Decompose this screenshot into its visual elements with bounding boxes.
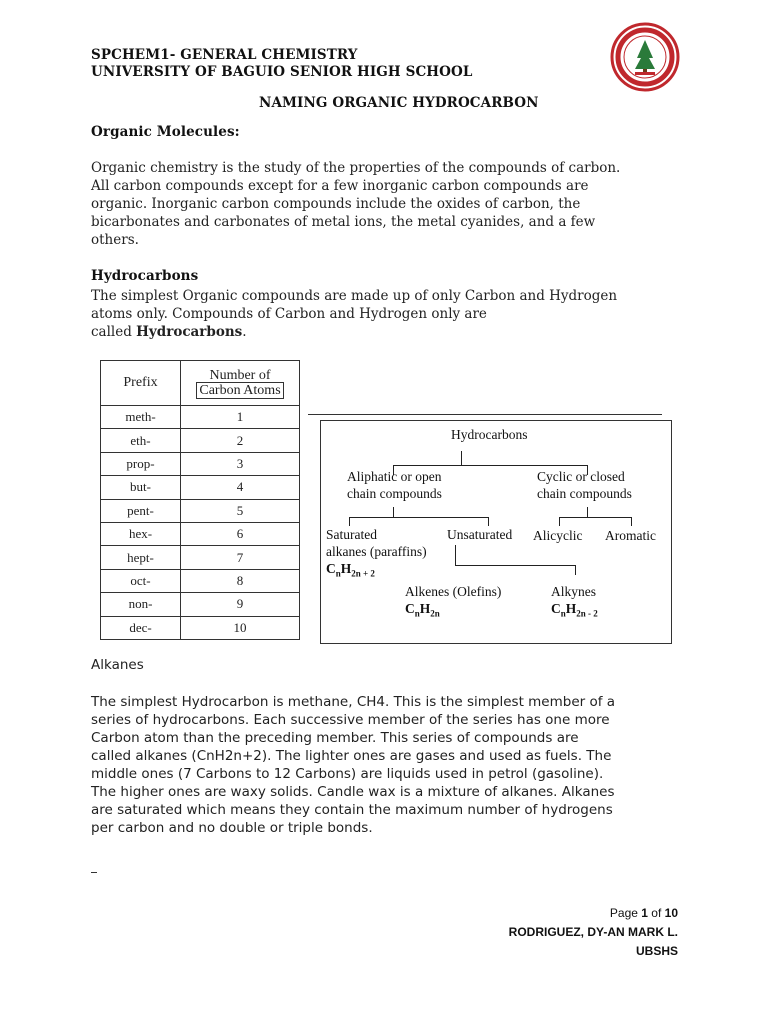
paragraph-line: atoms only. Compounds of Carbon and Hydrogen only are — [91, 306, 487, 322]
paragraph-line: Organic chemistry is the study of the properties of the compounds of carbon. — [91, 160, 621, 176]
connector-line — [349, 517, 350, 526]
table-row: prop- 3 — [101, 452, 300, 475]
column-header-carbon-count: Number of Carbon Atoms — [181, 361, 300, 406]
table-row: dec- 10 — [101, 616, 300, 639]
connector-line — [575, 565, 576, 575]
paragraph-line: per carbon and no double or triple bonds. — [91, 820, 373, 836]
node-alicyclic: Alicyclic — [533, 528, 583, 543]
section-heading-organic-molecules: Organic Molecules: — [91, 124, 240, 140]
table-row: eth- 2 — [101, 429, 300, 452]
connector-line — [631, 517, 632, 526]
school-name: UNIVERSITY OF BAGUIO SENIOR HIGH SCHOOL — [91, 64, 473, 80]
paragraph-line: The higher ones are waxy solids. Candle wax is a mixture of alkanes. Alkanes — [91, 784, 615, 800]
node-aliphatic: Aliphatic or open chain compounds — [347, 469, 442, 501]
paragraph-line: middle ones (7 Carbons to 12 Carbons) are liquids used in petrol (gasoline). — [91, 766, 604, 782]
paragraph-organic-chemistry — [91, 159, 711, 249]
paragraph-alkanes — [91, 693, 731, 837]
footer-institution: UBSHS — [635, 944, 678, 958]
paragraph-line: bicarbonates and carbonates of metal ions, the metal cyanides, and a few — [91, 214, 596, 230]
connector-line — [461, 451, 462, 465]
paragraph-line: are saturated which means they contain the maximum number of hydrogens — [91, 802, 613, 818]
connector-line — [393, 507, 394, 517]
connector-line — [393, 465, 587, 466]
connector-line — [488, 517, 489, 526]
connector-line — [559, 517, 631, 518]
column-header-prefix: Prefix — [101, 361, 181, 406]
connector-line — [559, 517, 560, 526]
paragraph-line: called alkanes (CnH2n+2). The lighter ones are gases and used as fuels. The — [91, 748, 612, 764]
paragraph-line: Carbon atom than the preceding member. This series of compounds are — [91, 730, 579, 746]
paragraph-line: The simplest Organic compounds are made up of only Carbon and Hydrogen — [91, 288, 618, 304]
table-row: but- 4 — [101, 476, 300, 499]
node-hydrocarbons: Hydrocarbons — [451, 427, 528, 442]
table-row: hex- 6 — [101, 522, 300, 545]
footer-author: RODRIGUEZ, DY-AN MARK L. — [508, 925, 678, 939]
paragraph-line: organic. Inorganic carbon compounds include the oxides of carbon, the — [91, 196, 581, 212]
hydrocarbons-term: Hydrocarbons — [136, 324, 243, 340]
node-cyclic: Cyclic or closed chain compounds — [537, 469, 632, 501]
prefix-table — [100, 360, 300, 640]
paragraph-line: called Hydrocarbons. — [91, 324, 247, 340]
node-saturated: Saturated alkanes (paraffins) $C_nH_{2n + 2}$ — [326, 526, 427, 583]
page-number: Page 1 of 10 — [609, 906, 678, 920]
divider-line — [308, 414, 662, 416]
connector-line — [587, 507, 588, 517]
section-heading-hydrocarbons: Hydrocarbons — [91, 268, 199, 284]
node-aromatic: Aromatic — [605, 528, 656, 543]
table-row: non- 9 — [101, 593, 300, 616]
table-row: hept- 7 — [101, 546, 300, 569]
university-seal-icon — [610, 22, 680, 92]
connector-line — [455, 545, 456, 565]
node-alkynes: Alkynes $C_nH_{2n - 2}$ — [551, 583, 598, 623]
paragraph-line: The simplest Hydrocarbon is methane, CH4. This is the simplest member of a — [91, 694, 616, 710]
stray-mark — [91, 872, 97, 873]
connector-line — [455, 565, 575, 566]
paragraph-hydrocarbons — [91, 287, 711, 341]
paragraph-line: others. — [91, 232, 139, 248]
table-row: oct- 8 — [101, 569, 300, 592]
connector-line — [349, 517, 489, 518]
node-unsaturated: Unsaturated — [447, 527, 513, 542]
formula-alkanes: $C_nH_{2n + 2}$ — [326, 561, 375, 579]
paragraph-line: All carbon compounds except for a few inorganic carbon compounds are — [91, 178, 589, 194]
paragraph-line: series of hydrocarbons. Each successive member of the series has one more — [91, 712, 610, 728]
section-heading-alkanes: Alkanes — [91, 657, 144, 673]
hydrocarbon-classification-diagram — [320, 420, 672, 644]
course-title: SPCHEM1- GENERAL CHEMISTRY — [91, 47, 358, 63]
table-row: pent- 5 — [101, 499, 300, 522]
table-row: meth- 1 — [101, 406, 300, 429]
node-alkenes: Alkenes (Olefins) $C_nH_{2n}$ — [405, 583, 501, 623]
formula-alkynes: $C_nH_{2n - 2}$ — [551, 601, 598, 619]
page-title: NAMING ORGANIC HYDROCARBON — [259, 95, 539, 111]
formula-alkenes: $C_nH_{2n}$ — [405, 601, 440, 619]
